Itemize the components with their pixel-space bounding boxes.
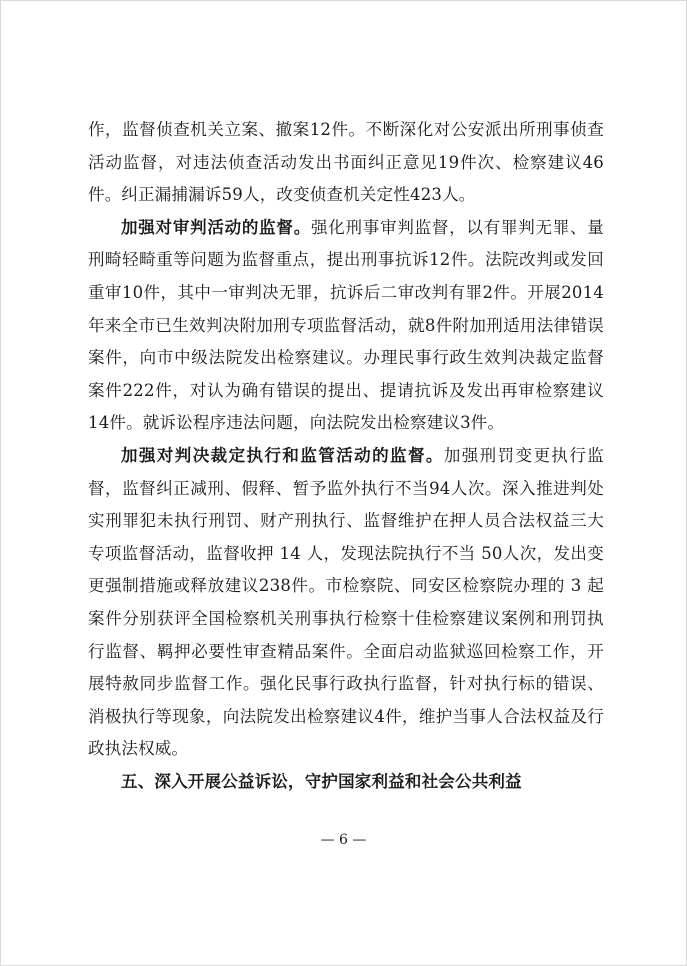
section-heading: 五、深入开展公益诉讼，守护国家利益和社会公共利益 bbox=[121, 771, 522, 791]
paragraph-2 bbox=[88, 212, 604, 440]
paragraph-3-lead: 加强对判决裁定执行和监管活动的监督。 bbox=[121, 445, 444, 465]
paragraph-2-lead: 加强对审判活动的监督。 bbox=[121, 217, 311, 237]
document-body bbox=[88, 114, 604, 798]
paragraph-2-text: 强化刑事审判监督，以有罪判无罪、量刑畸轻畸重等问题为监督重点，提出刑事抗诉12件。法院改判或发回重审10件，其中一审判决无罪，抗诉后二审改判有罪2件。开展2014年来全市已生效判决附加刑专项监督活动，就8件附加刑适用法律错误案件，向市中级法院发出检察建议。办理民事行政生效判决裁定监督案件222件，对认为确有错误的提出、提请抗诉及发出再审检察建议14件。就诉讼程序违法问题，向法院发出检察建议3件。 bbox=[88, 217, 605, 433]
paragraph-1-text: 作，监督侦查机关立案、撤案12件。不断深化对公安派出所刑事侦查活动监督，对违法侦查活动发出书面纠正意见19件次、检察建议46件。纠正漏捕漏诉59人，改变侦查机关定性423人。 bbox=[88, 120, 604, 205]
paragraph-3-text: 加强刑罚变更执行监督，监督纠正减刑、假释、暂予监外执行不当94人次。深入推进判处实刑罪犯未执行刑罚、财产刑执行、监督维护在押人员合法权益三大专项监督活动，监督收押 14 人，发现法院执行不当 50人次，发出变更强制措施或释放建议238件。市检察院、同安区检察院办理的 3 起案件分别获评全国检察机关刑事执行检察十佳检察建议案例和刑罚执行监督、羁押必要性审查精品案件。全面启动监狱巡回检察工作，开展特赦同步监督工作。强化民事行政执行监督，针对执行标的错误、消极执行等现象，向法院发出检察建议4件，维护当事人合法权益及行政执法权威。 bbox=[88, 445, 604, 759]
page-number: — 6 — bbox=[320, 832, 367, 848]
paragraph-3 bbox=[88, 440, 604, 766]
paragraph-1 bbox=[88, 114, 604, 212]
